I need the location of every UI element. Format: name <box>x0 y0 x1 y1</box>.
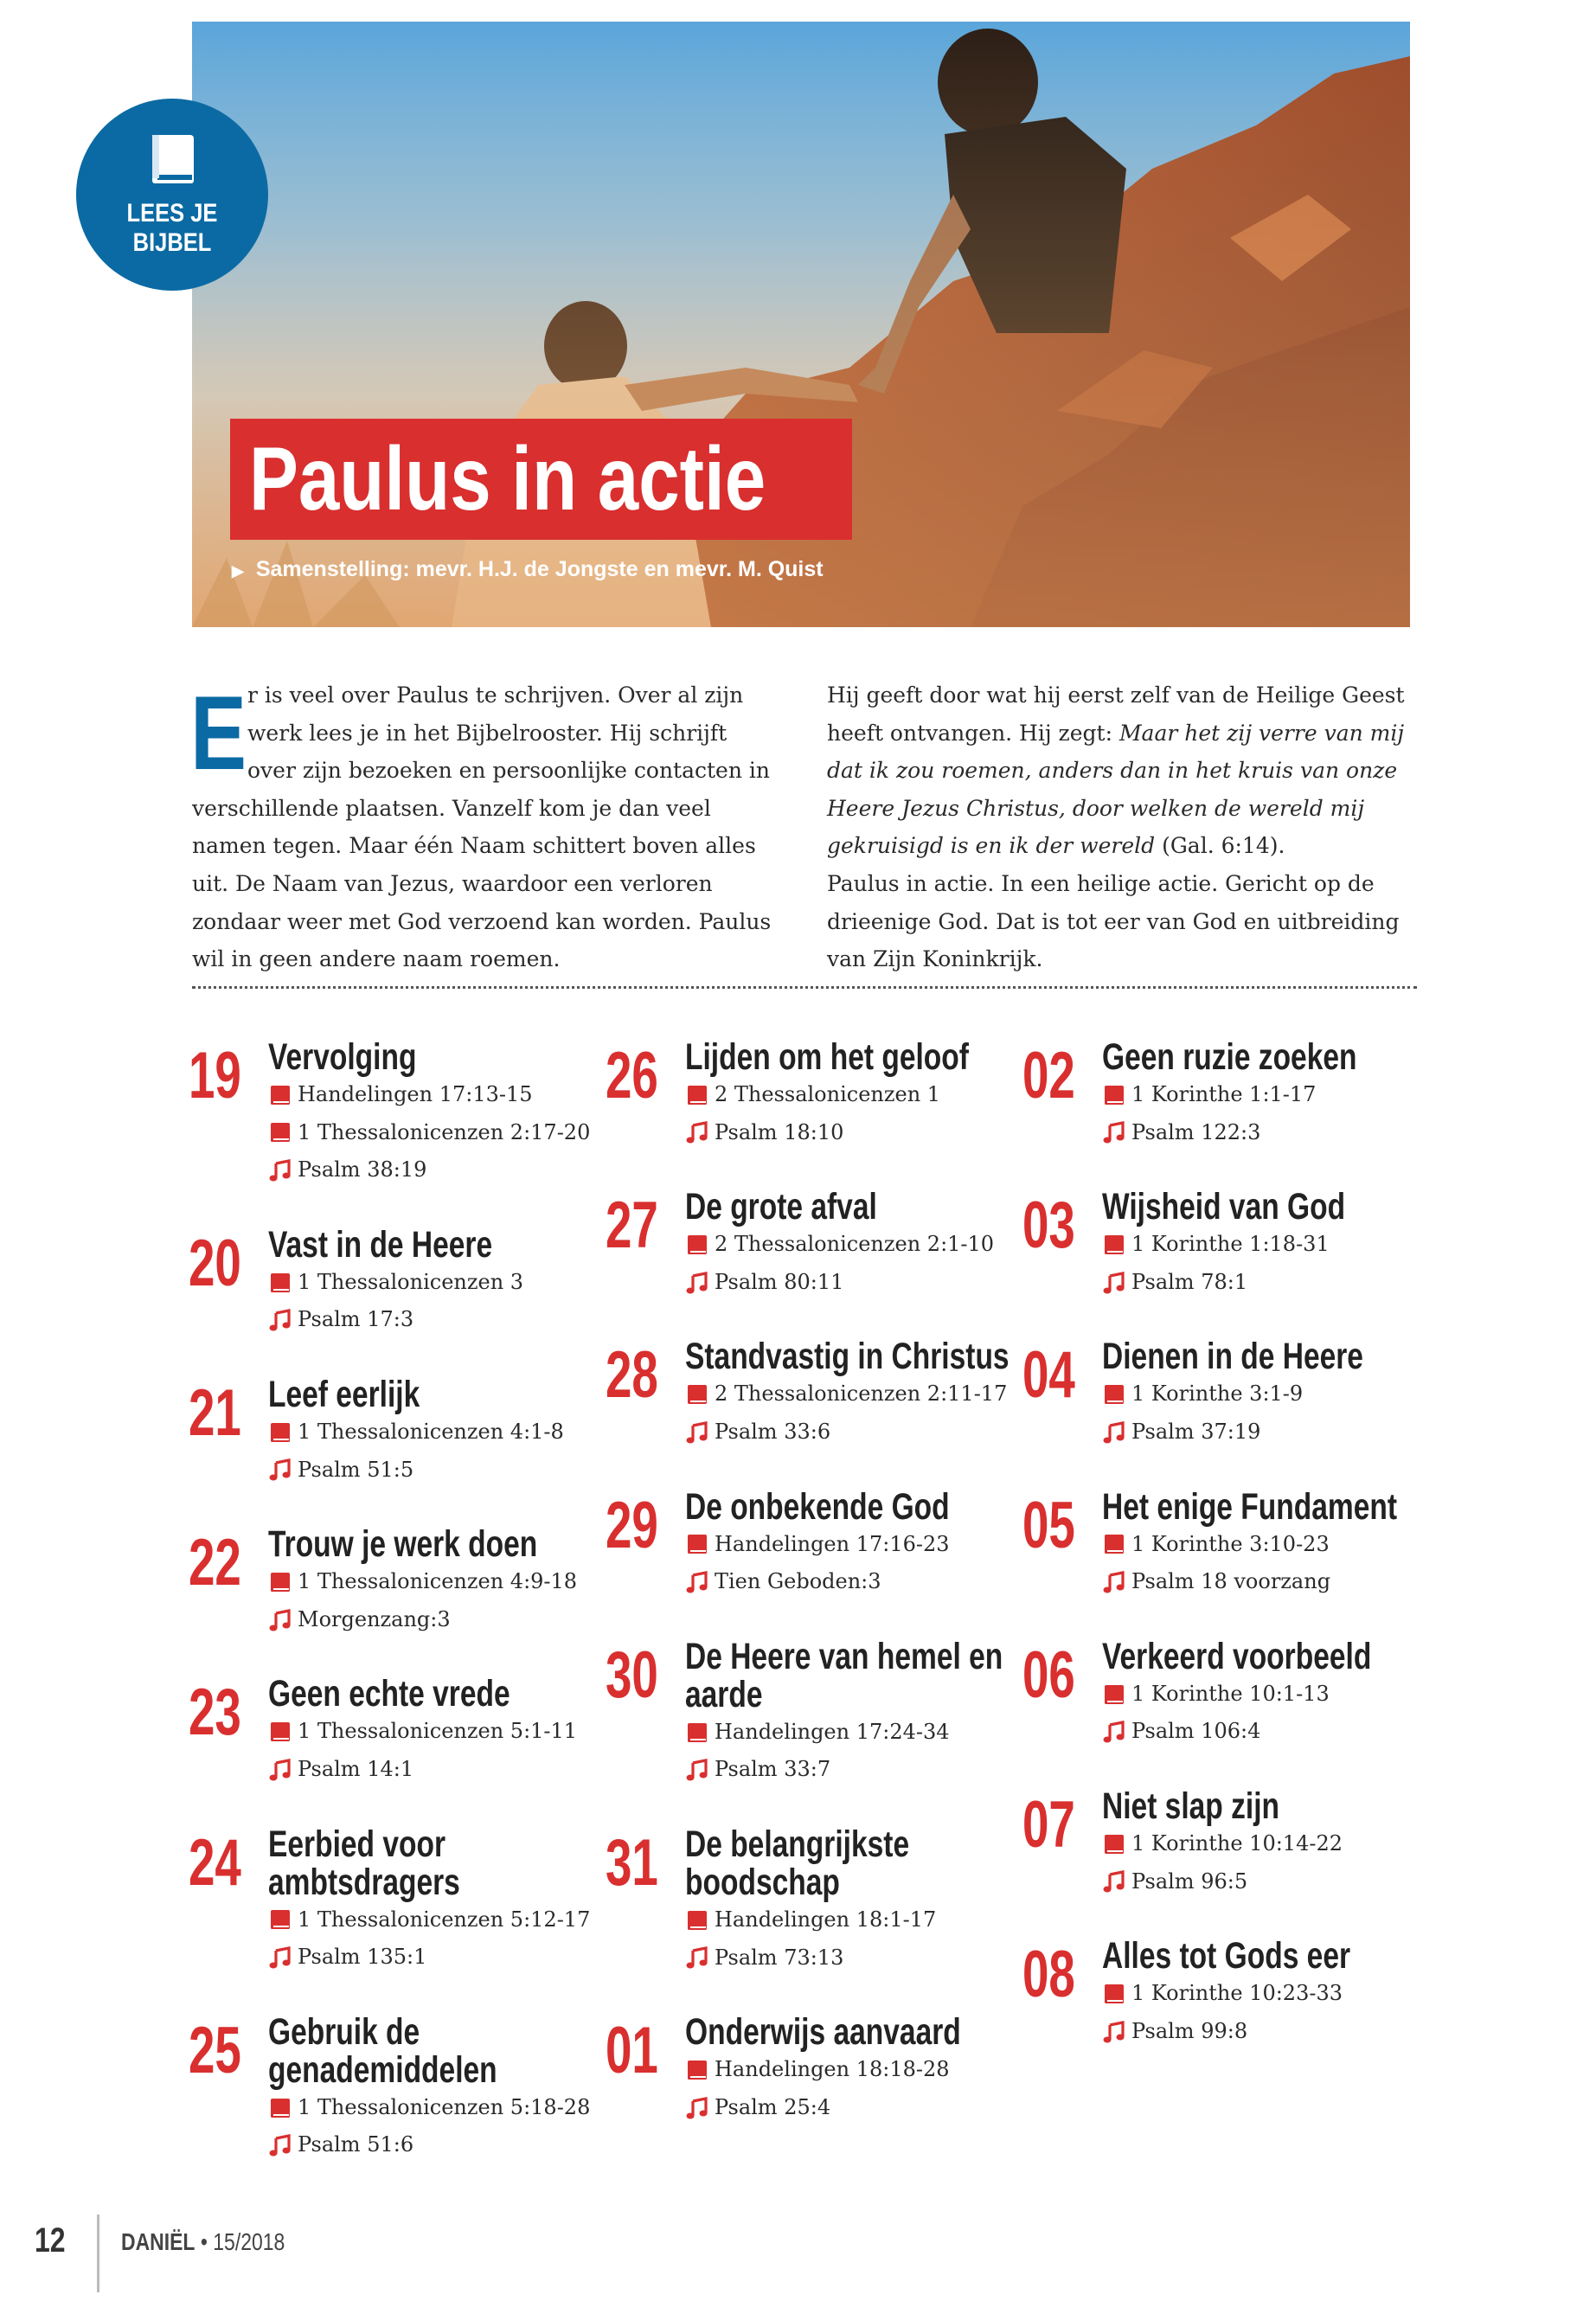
bible-book-icon <box>268 1083 292 1107</box>
bible-reading: Handelingen 18:1-17 <box>685 1901 1012 1939</box>
footer <box>0 2214 1596 2301</box>
bible-reading: 1 Korinthe 10:23-33 <box>1102 1975 1429 2013</box>
song-reference: Psalm 80:11 <box>685 1264 1012 1302</box>
day-number: 05 <box>1022 1488 1075 1562</box>
triangle-icon: ▶ <box>232 562 244 580</box>
song-reference: Psalm 99:8 <box>1102 2013 1429 2051</box>
schedule-entry <box>606 1485 1012 1601</box>
schedule-entry <box>606 2013 1012 2126</box>
entry-body <box>685 1825 1012 1977</box>
music-note-icon <box>1102 1271 1126 1295</box>
entry-body <box>1102 1188 1429 1301</box>
entry-body <box>1102 1937 1429 2050</box>
bible-reading: 1 Korinthe 1:18-31 <box>1102 1226 1429 1264</box>
bible-reading: 1 Thessalonicenzen 4:1-8 <box>268 1413 595 1452</box>
bible-book-icon <box>685 1382 709 1407</box>
article-title: Paulus in actie <box>249 429 766 529</box>
page-number: 12 <box>35 2221 66 2259</box>
song-reference: Psalm 18 voorzang <box>1102 1563 1429 1601</box>
music-note-icon <box>1102 1720 1126 1744</box>
music-note-icon <box>1102 1570 1126 1594</box>
schedule-entry <box>606 1337 1012 1451</box>
book-icon <box>149 133 197 187</box>
entry-title: aarde <box>685 1673 763 1715</box>
bible-reading: 1 Thessalonicenzen 2:17-20 <box>268 1114 595 1152</box>
entry-title: De grote afval <box>685 1186 877 1228</box>
bible-reading: 1 Korinthe 3:10-23 <box>1102 1526 1429 1564</box>
entry-body <box>1102 1337 1429 1451</box>
bible-reading: 1 Thessalonicenzen 5:1-11 <box>268 1713 595 1751</box>
bible-book-icon <box>685 1721 709 1745</box>
entry-body <box>268 1223 595 1339</box>
song-reference: Psalm 17:3 <box>268 1301 595 1339</box>
music-note-icon <box>685 1420 709 1445</box>
magazine-name: DANIËL <box>121 2228 195 2255</box>
bible-book-icon <box>268 1120 292 1144</box>
day-number: 20 <box>189 1226 241 1300</box>
bible-reading: 2 Thessalonicenzen 2:1-10 <box>685 1226 1012 1264</box>
intro-column-1 <box>192 676 772 978</box>
song-reference: Psalm 78:1 <box>1102 1264 1429 1302</box>
bible-book-icon <box>1102 1382 1126 1407</box>
song-reference: Psalm 33:7 <box>685 1751 1012 1789</box>
song-reference: Psalm 122:3 <box>1102 1114 1429 1152</box>
music-note-icon <box>1102 1120 1126 1144</box>
music-note-icon <box>268 1608 292 1632</box>
day-number: 02 <box>1022 1039 1075 1112</box>
bible-book-icon <box>1102 1982 1126 2006</box>
bible-book-icon <box>268 1720 292 1744</box>
entry-title: Dienen in de Heere <box>1102 1336 1363 1378</box>
bible-book-icon <box>268 2096 292 2120</box>
entry-body <box>1102 1485 1429 1601</box>
bible-book-icon <box>268 1420 292 1445</box>
drop-cap: E <box>190 674 247 792</box>
entry-title: De Heere van hemel en <box>685 1635 1003 1677</box>
entry-body <box>268 1525 595 1638</box>
bible-reading: 1 Korinthe 10:14-22 <box>1102 1825 1429 1863</box>
day-number: 24 <box>189 1825 241 1900</box>
song-reference: Psalm 14:1 <box>268 1751 595 1789</box>
song-reference: Psalm 73:13 <box>685 1939 1012 1977</box>
entry-title: Gebruik de <box>268 2010 420 2053</box>
entry-body <box>268 2010 595 2164</box>
schedule-entry <box>1022 1188 1429 1301</box>
entry-title: Wijsheid van God <box>1102 1186 1346 1228</box>
schedule-entry <box>606 1188 1012 1301</box>
schedule-entry <box>606 1825 1012 1977</box>
magazine-info <box>121 2228 285 2256</box>
entry-title: Geen echte vrede <box>268 1673 510 1715</box>
music-note-icon <box>685 2096 709 2120</box>
song-reference: Morgenzang:3 <box>268 1601 595 1639</box>
entry-body <box>685 1337 1012 1451</box>
schedule-entry <box>1022 1038 1429 1151</box>
song-reference: Tien Geboden:3 <box>685 1563 1012 1601</box>
footer-divider <box>97 2214 99 2292</box>
entry-body <box>1102 1038 1429 1151</box>
music-note-icon <box>685 1570 709 1594</box>
music-note-icon <box>1102 1420 1126 1445</box>
bible-reading: 2 Thessalonicenzen 1 <box>685 1076 1012 1114</box>
entry-title: De belangrijkste <box>685 1823 910 1865</box>
music-note-icon <box>268 2133 292 2157</box>
intro-text-3: Paulus in actie. In een heilige actie. Gericht op de drieenige God. Dat is tot eer van God en uitbreiding van Zijn Koninkrijk. <box>827 870 1400 972</box>
music-note-icon <box>685 1758 709 1782</box>
bible-reading: Handelingen 17:13-15 <box>268 1076 595 1114</box>
day-number: 29 <box>606 1488 658 1562</box>
song-reference: Psalm 25:4 <box>685 2089 1012 2127</box>
entry-body <box>685 1635 1012 1789</box>
day-number: 08 <box>1022 1938 1075 2012</box>
intro-text-2: Hij geeft door wat hij eerst zelf van de Heilige Geest heeft ontvangen. Hij zegt: Maar het zij verre van mij dat ik zou roemen, anders dan in het kruis van onze Heere Jezus Christus, door welken de wereld mij gekruisigd is en ik der wereld (Gal. 6:14). <box>827 683 1405 859</box>
day-number: 22 <box>189 1526 241 1600</box>
entry-body <box>685 1188 1012 1301</box>
day-number: 28 <box>606 1338 658 1413</box>
entry-title: Standvastig in Christus <box>685 1336 1010 1378</box>
day-number: 25 <box>189 2013 241 2087</box>
intro-column-2 <box>827 676 1407 978</box>
day-number: 07 <box>1022 1788 1075 1862</box>
schedule-entry <box>1022 1787 1429 1900</box>
credit-text: Samenstelling: mevr. H.J. de Jongste en mevr. M. Quist <box>255 557 824 581</box>
schedule-entry <box>606 1635 1012 1789</box>
bible-book-icon <box>1102 1532 1126 1556</box>
song-reference: Psalm 37:19 <box>1102 1413 1429 1452</box>
day-number: 06 <box>1022 1638 1075 1712</box>
entry-body <box>685 1485 1012 1601</box>
issue-number: 15/2018 <box>213 2228 285 2255</box>
entry-body <box>268 1038 595 1189</box>
entry-title: Geen ruzie zoeken <box>1102 1036 1357 1078</box>
music-note-icon <box>1102 1869 1126 1894</box>
song-reference: Psalm 38:19 <box>268 1151 595 1189</box>
schedule-entry <box>189 2010 595 2164</box>
bible-book-icon <box>685 1908 709 1932</box>
bible-reading: Handelingen 17:24-34 <box>685 1714 1012 1752</box>
song-reference: Psalm 51:6 <box>268 2126 595 2164</box>
bible-book-icon <box>268 1907 292 1932</box>
music-note-icon <box>268 1308 292 1332</box>
bible-reading: 1 Thessalonicenzen 3 <box>268 1264 595 1302</box>
entry-body <box>1102 1787 1429 1900</box>
schedule-entry <box>189 1038 595 1189</box>
bible-reading: 2 Thessalonicenzen 2:11-17 <box>685 1375 1012 1413</box>
entry-title: Vervolging <box>268 1036 417 1078</box>
entry-title: Lijden om het geloof <box>685 1036 969 1078</box>
bible-book-icon <box>1102 1832 1126 1856</box>
schedule-entry <box>189 1525 595 1638</box>
article-title-box <box>230 419 852 540</box>
day-number: 26 <box>606 1039 658 1112</box>
entry-title: Verkeerd voorbeeld <box>1102 1635 1372 1677</box>
bible-book-icon <box>1102 1233 1126 1257</box>
entry-body <box>268 1675 595 1788</box>
entry-title: Niet slap zijn <box>1102 1785 1280 1827</box>
song-reference: Psalm 18:10 <box>685 1114 1012 1152</box>
dotted-divider <box>192 986 1417 989</box>
entry-title: Eerbied voor <box>268 1823 446 1865</box>
schedule-entry <box>1022 1937 1429 2050</box>
entry-body <box>685 1038 1012 1151</box>
bible-book-icon <box>685 2058 709 2082</box>
bible-reading: 1 Korinthe 10:1-13 <box>1102 1676 1429 1714</box>
entry-title: ambtsdragers <box>268 1861 460 1903</box>
bible-book-icon <box>268 1570 292 1594</box>
entry-title: De onbekende God <box>685 1485 950 1528</box>
bible-book-icon <box>1102 1083 1126 1107</box>
bible-reading: 1 Korinthe 3:1-9 <box>1102 1375 1429 1413</box>
day-number: 21 <box>189 1376 241 1450</box>
music-note-icon <box>685 1271 709 1295</box>
badge-label: LEES JE BIJBEL <box>126 199 218 257</box>
entry-title: Vast in de Heere <box>268 1223 493 1266</box>
music-note-icon <box>268 1945 292 1970</box>
day-number: 30 <box>606 1638 658 1712</box>
music-note-icon <box>685 1945 709 1970</box>
bible-reading: Handelingen 17:16-23 <box>685 1526 1012 1564</box>
bible-book-icon <box>685 1083 709 1107</box>
footer-bullet: • <box>200 2228 208 2255</box>
schedule-entry <box>1022 1337 1429 1451</box>
schedule-entry <box>1022 1635 1429 1751</box>
entry-title: boodschap <box>685 1862 840 1903</box>
bible-reading: 1 Thessalonicenzen 5:18-28 <box>268 2089 595 2127</box>
bible-book-icon <box>1102 1682 1126 1707</box>
bible-reading: Handelingen 18:18-28 <box>685 2051 1012 2089</box>
day-number: 01 <box>606 2014 658 2088</box>
schedule-entry <box>189 1223 595 1339</box>
day-number: 19 <box>189 1039 241 1112</box>
entry-title: Het enige Fundament <box>1102 1485 1398 1528</box>
entry-body <box>685 2013 1012 2126</box>
music-note-icon <box>268 1158 292 1183</box>
day-number: 04 <box>1022 1338 1075 1413</box>
bible-book-icon <box>685 1233 709 1257</box>
song-reference: Psalm 96:5 <box>1102 1863 1429 1901</box>
entry-title: genademiddelen <box>268 2048 497 2091</box>
music-note-icon <box>268 1758 292 1782</box>
song-reference: Psalm 106:4 <box>1102 1713 1429 1751</box>
intro-text-1: r is veel over Paulus te schrijven. Over al zijn werk lees je in het Bijbelrooster. Hij schrijft over zijn bezoeken en persoonlijke contacten in verschillende plaatsen. Vanzelf kom je dan veel namen tegen. Maar één Naam schittert boven alles uit. De Naam van Jezus, waardoor een verloren zondaar weer met God verzoend kan worden. Paulus wil in geen andere naam roemen. <box>192 683 772 972</box>
bible-book-icon <box>685 1532 709 1556</box>
schedule-entry <box>189 1375 595 1489</box>
day-number: 23 <box>189 1676 241 1750</box>
entry-body <box>268 1825 595 1977</box>
schedule-entry <box>189 1825 595 1977</box>
entry-body <box>268 1375 595 1489</box>
entry-title: Trouw je werk doen <box>268 1523 538 1566</box>
credit-line <box>232 557 824 582</box>
schedule-entry <box>189 1675 595 1788</box>
bible-reading: 1 Korinthe 1:1-17 <box>1102 1076 1429 1114</box>
bible-reading: 1 Thessalonicenzen 5:12-17 <box>268 1901 595 1939</box>
music-note-icon <box>268 1458 292 1482</box>
music-note-icon <box>685 1120 709 1144</box>
bible-book-icon <box>268 1271 292 1295</box>
entry-title: Leef eerlijk <box>268 1374 420 1415</box>
day-number: 03 <box>1022 1189 1075 1263</box>
schedule-entry <box>606 1038 1012 1151</box>
song-reference: Psalm 135:1 <box>268 1939 595 1977</box>
lees-je-bijbel-badge <box>76 99 268 291</box>
entry-title: Alles tot Gods eer <box>1102 1935 1351 1977</box>
day-number: 31 <box>606 1826 658 1900</box>
bible-quote: Maar het zij verre van mij dat ik zou roemen, anders dan in het kruis van onze Heere Jezus Christus, door welken de wereld mij gekruisigd is en ik der wereld <box>827 720 1405 859</box>
entry-title: Onderwijs aanvaard <box>685 2011 961 2054</box>
song-reference: Psalm 33:6 <box>685 1413 1012 1452</box>
music-note-icon <box>1102 2020 1126 2044</box>
day-number: 27 <box>606 1189 658 1263</box>
entry-body <box>1102 1635 1429 1751</box>
schedule-entry <box>1022 1485 1429 1601</box>
song-reference: Psalm 51:5 <box>268 1452 595 1490</box>
bible-reading: 1 Thessalonicenzen 4:9-18 <box>268 1563 595 1601</box>
